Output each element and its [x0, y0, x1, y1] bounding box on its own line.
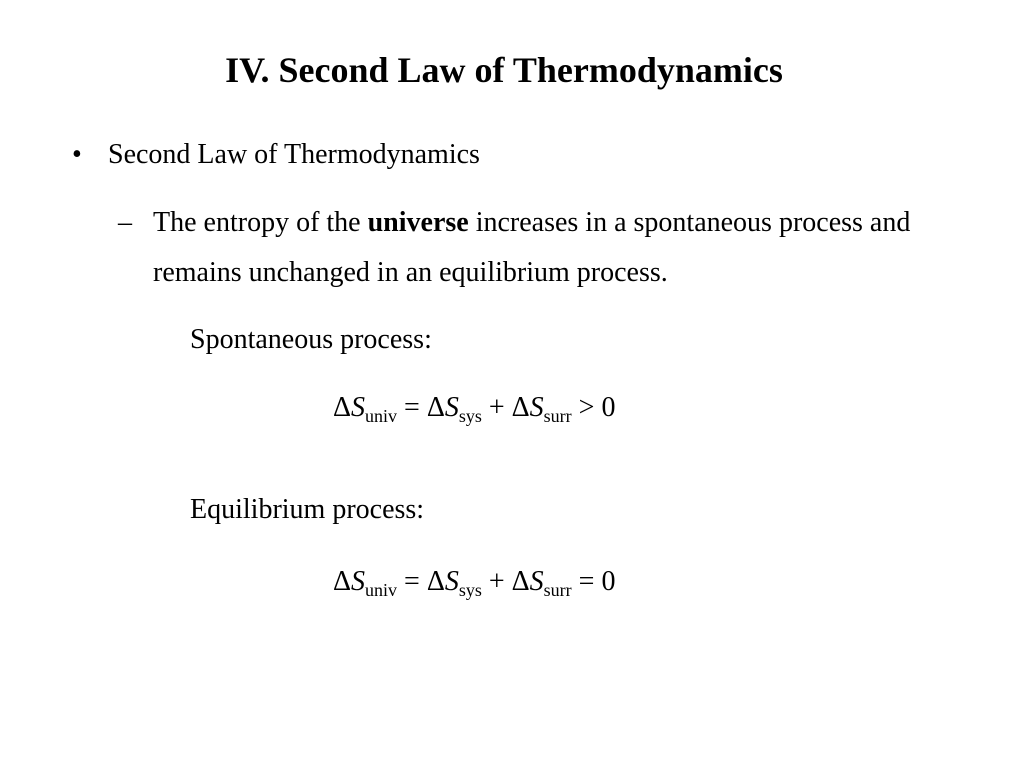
slide-title: IV. Second Law of Thermodynamics [225, 50, 783, 90]
sub-bullet-text [153, 198, 998, 298]
sub-bullet-item [118, 198, 998, 298]
entropy-symbol: S [529, 392, 544, 423]
delta: Δ [511, 392, 530, 423]
bullet-text: Second Law of Thermodynamics [108, 139, 480, 170]
entropy-symbol: S [351, 392, 366, 423]
rhs-value: 0 [601, 566, 616, 597]
subscript-surr: surr [543, 406, 572, 426]
bullet-item [72, 135, 480, 175]
delta: Δ [426, 566, 445, 597]
entropy-symbol: S [444, 566, 459, 597]
plus-sign: + [488, 566, 505, 597]
delta: Δ [333, 566, 352, 597]
subscript-surr: surr [543, 580, 572, 600]
subscript-sys: sys [458, 580, 482, 600]
equals-sign: = [404, 566, 420, 597]
sub-bullet-emphasis: universe [367, 207, 469, 238]
delta: Δ [333, 392, 352, 423]
entropy-symbol: S [444, 392, 459, 423]
bullet-mark: • [72, 139, 82, 170]
equilibrium-label: Equilibrium process: [190, 494, 425, 525]
spontaneous-label: Spontaneous process: [190, 324, 432, 355]
sub-bullet-text-before: The entropy of the [153, 207, 368, 238]
rhs-value: 0 [601, 392, 616, 423]
sub-bullet-mark: – [118, 207, 132, 238]
subscript-univ: univ [365, 580, 398, 600]
relation-sign: = [578, 566, 595, 597]
delta: Δ [426, 392, 445, 423]
entropy-symbol: S [529, 566, 544, 597]
subscript-univ: univ [365, 406, 398, 426]
delta: Δ [511, 566, 530, 597]
equals-sign: = [404, 392, 420, 423]
relation-sign: > [578, 392, 595, 423]
spontaneous-equation [333, 388, 615, 436]
plus-sign: + [488, 392, 505, 423]
subscript-sys: sys [458, 406, 482, 426]
entropy-symbol: S [351, 566, 366, 597]
sub-bullet-text-after: increases in a spontaneous process and remains unchanged in an equilibrium process. [153, 207, 911, 288]
equilibrium-equation [333, 562, 615, 610]
